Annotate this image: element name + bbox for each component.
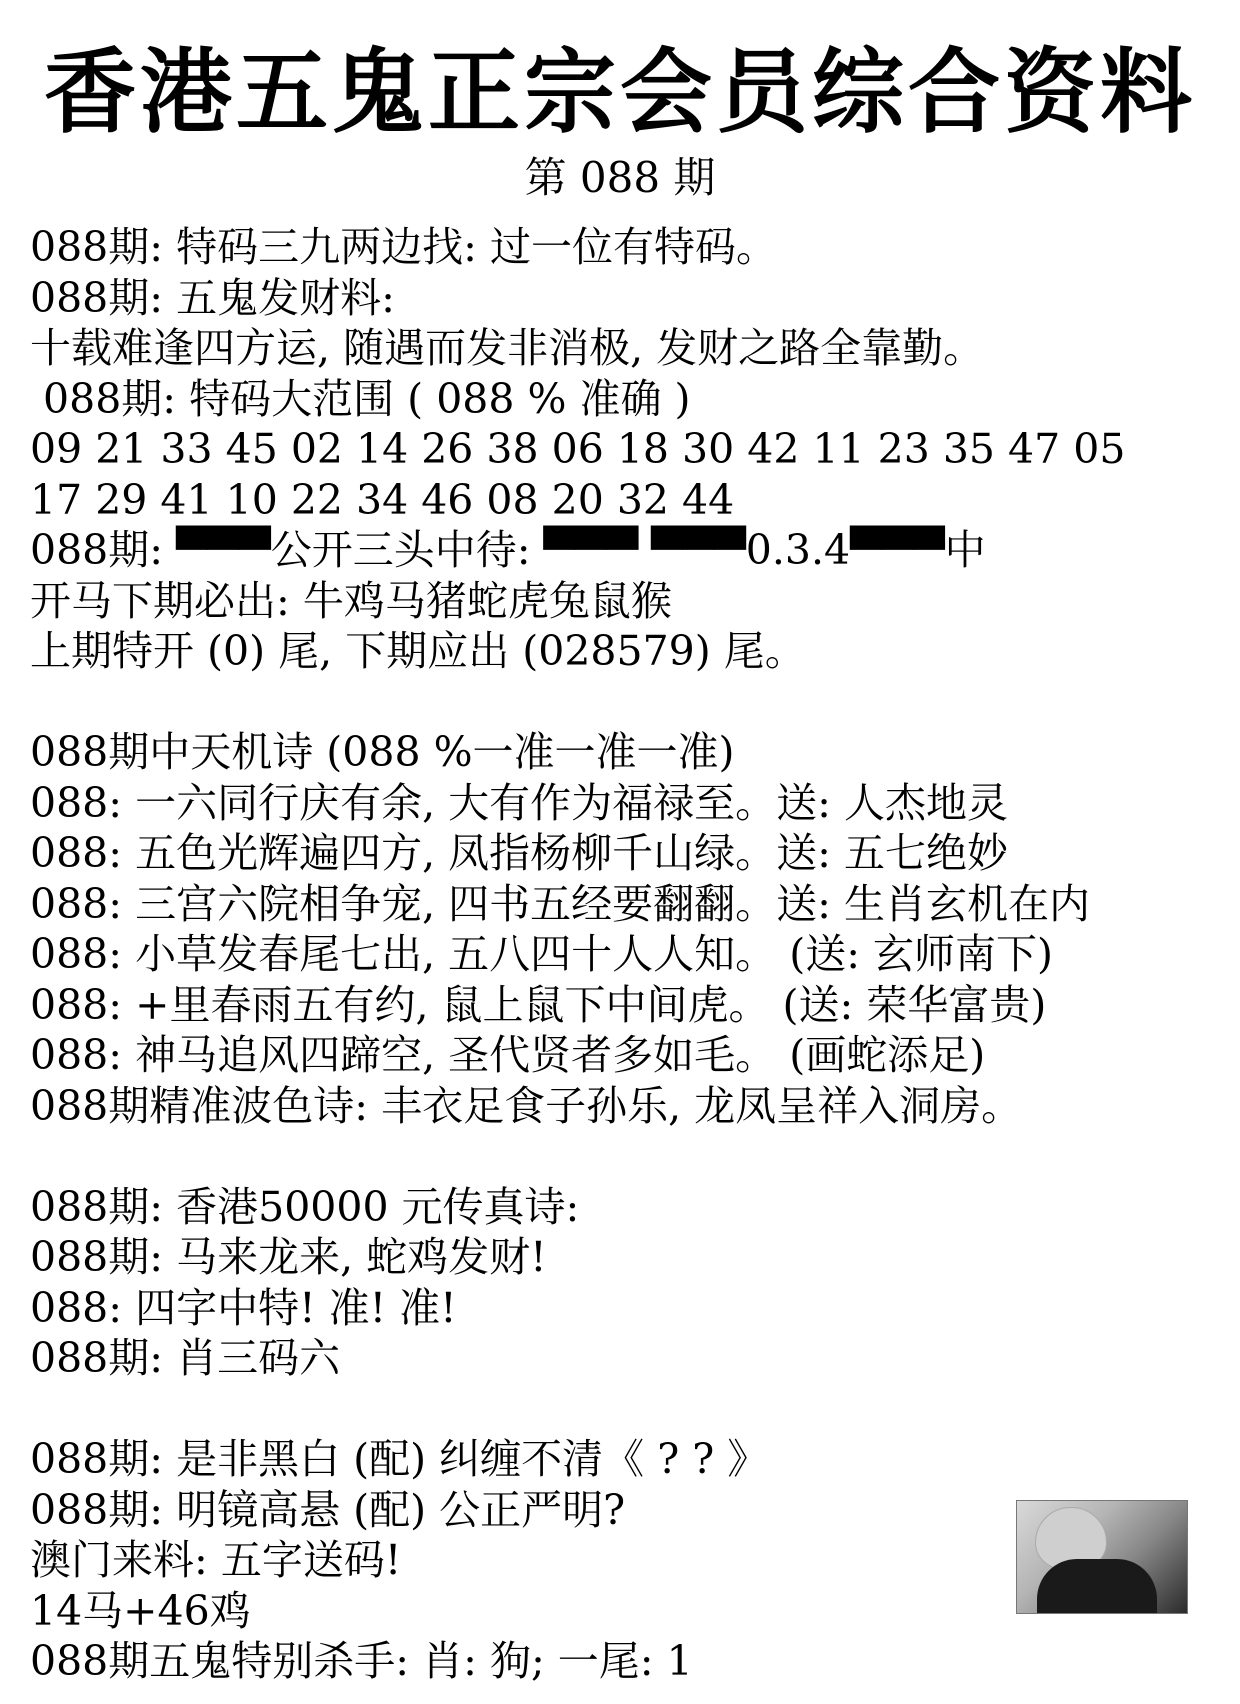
content-lines: [30, 222, 1230, 1687]
poem-line: 088: 一六同行庆有余, 大有作为福禄至。送: 人杰地灵: [30, 778, 1009, 827]
blank-line: [30, 1131, 1230, 1182]
text-line: 088期: 五鬼发财料:: [30, 273, 395, 322]
text-line: 开马下期必出: 牛鸡马猪蛇虎兔鼠猴: [30, 576, 672, 625]
blank-line: [30, 1384, 1230, 1435]
text-line: 澳门来料: 五字送码!: [30, 1536, 402, 1584]
blank-line: [30, 677, 1230, 728]
text-line: 上期特开 (0) 尾, 下期应出 (028579) 尾。: [30, 627, 806, 675]
text-line: 088期: 是非黑白 (配) 纠缠不清《 ? ? 》: [30, 1435, 769, 1483]
text-line: 088期: 明镜高悬 (配) 公正严明?: [30, 1485, 626, 1534]
portrait-photo: [1016, 1500, 1188, 1614]
poem-line: 088期精准波色诗: 丰衣足食子孙乐, 龙凤呈祥入洞房。: [30, 1081, 1023, 1130]
poem-line: 088: 小草发春尾七出, 五八四十人人知。 (送: 玄师南下): [30, 930, 1054, 978]
issue-number: 第 088 期: [524, 153, 716, 202]
poem-line: 088: 三宫六院相争宠, 四书五经要翻翻。送: 生肖玄机在内: [30, 879, 1091, 928]
number-row: 09 21 33 45 02 14 26 38 06 18 30 42 11 23 35 47 05: [30, 425, 1126, 473]
text-line: 088期: 肖三码六: [30, 1334, 341, 1382]
text-line: 088期: ▀▀▀公开三头中待: ▀▀▀ ▀▀▀0.3.4▀▀▀中: [30, 526, 986, 574]
portrait-body-shape: [1037, 1559, 1157, 1613]
text-line: 088期五鬼特别杀手: 肖: 狗; 一尾: 1: [30, 1637, 693, 1685]
text-line: 088期: 马来龙来, 蛇鸡发财!: [30, 1233, 547, 1281]
text-line: 14马+46鸡: [30, 1586, 251, 1635]
poem-line: 088: 神马追风四蹄空, 圣代贤者多如毛。 (画蛇添足): [30, 1031, 986, 1079]
text-line: 088期: 特码三九两边找: 过一位有特码。: [30, 223, 777, 271]
text-line: 088期: 特码大范围 ( 088 % 准确 ): [30, 374, 691, 423]
text-line: 088: 四字中特! 准! 准!: [30, 1283, 457, 1332]
page-title: 香港五鬼正宗会员综合资料: [43, 39, 1196, 146]
poem-line: 088: 五色光辉遍四方, 凤指杨柳千山绿。送: 五七绝妙: [30, 829, 1009, 877]
text-line: 十载难逢四方运, 随遇而发非消极, 发财之路全靠勤。: [30, 324, 985, 372]
poem-line: 088: +里春雨五有约, 鼠上鼠下中间虎。 (送: 荣华富贵): [30, 980, 1047, 1029]
number-row: 17 29 41 10 22 34 46 08 20 32 44: [30, 475, 735, 524]
section-heading: 088期中天机诗 (088 %一准一准一准): [30, 728, 735, 776]
text-line: 088期: 香港50000 元传真诗:: [30, 1182, 580, 1231]
